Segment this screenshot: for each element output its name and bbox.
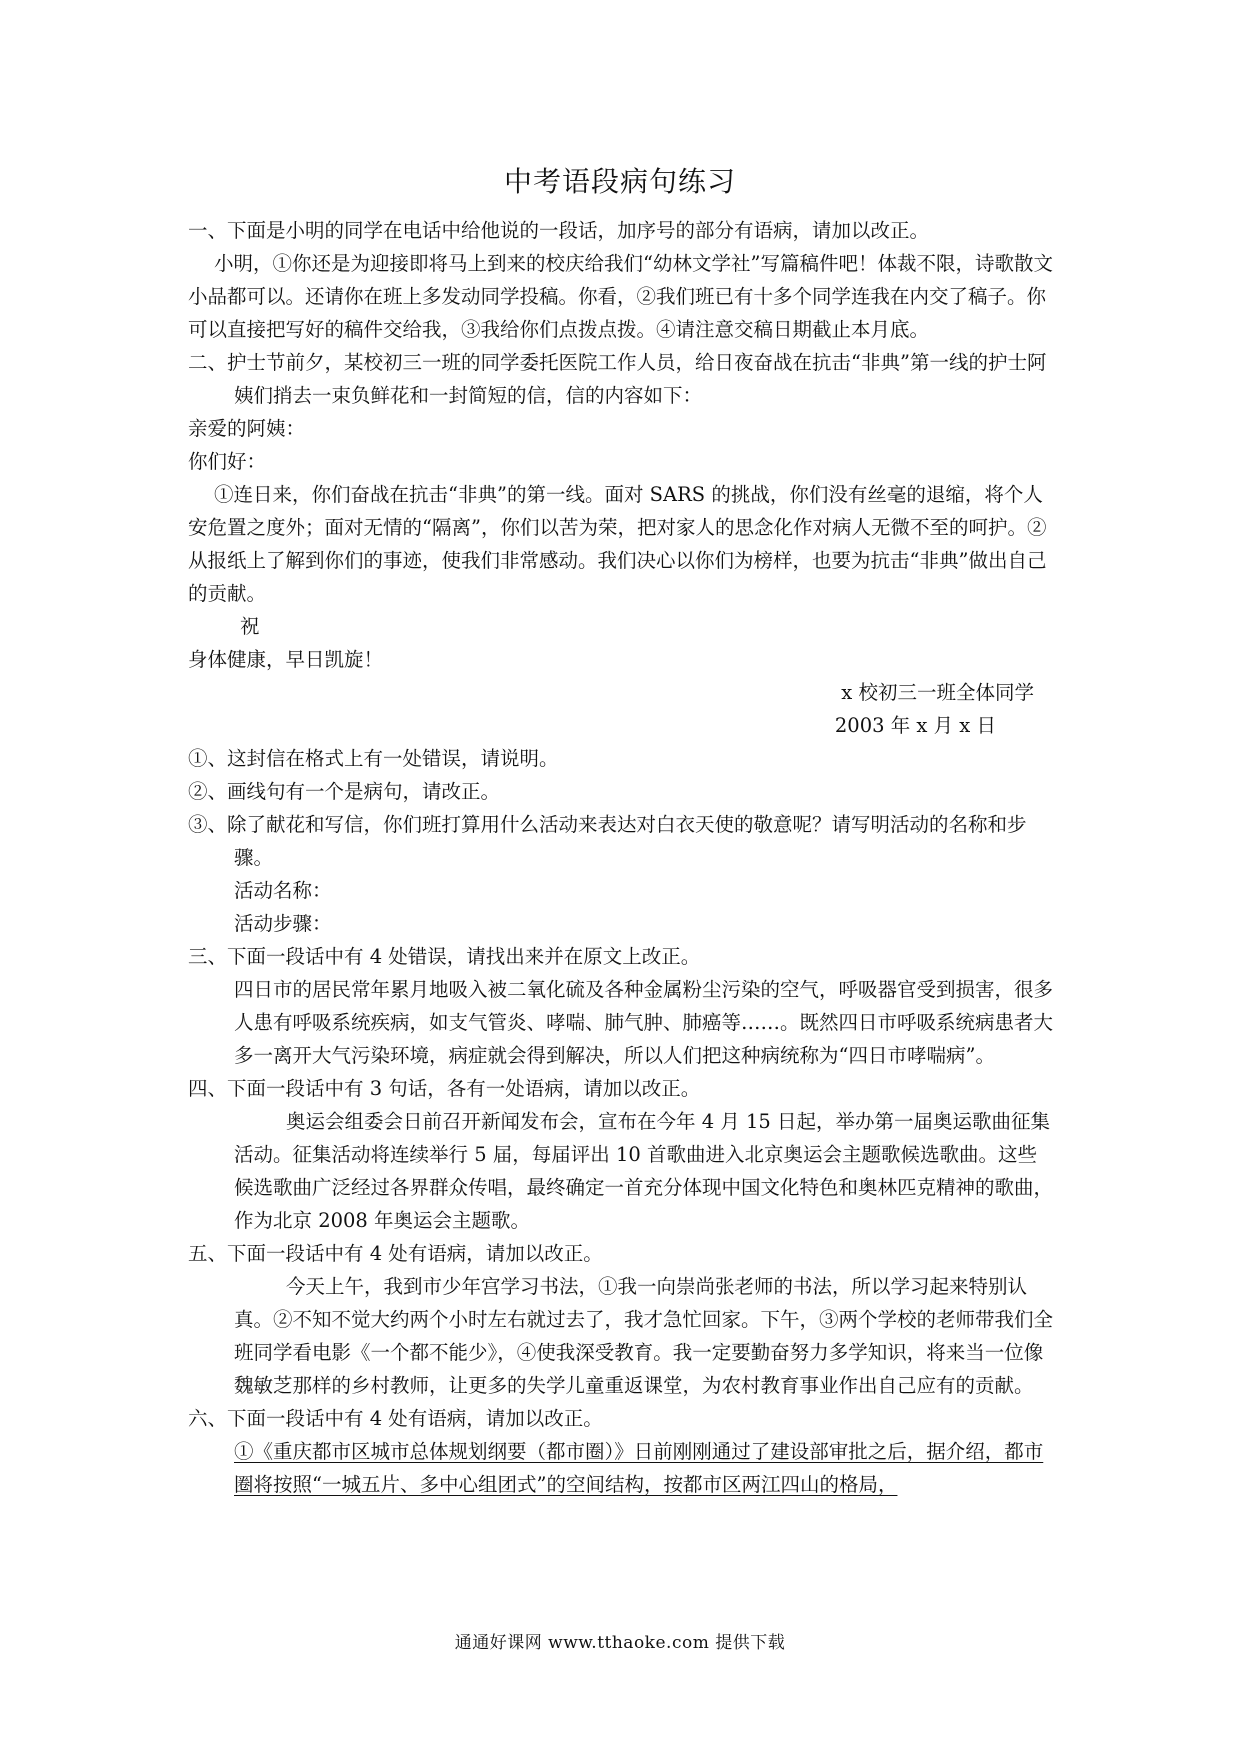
- section-6-heading: 六、下面一段话中有 4 处有语病，请加以改正。: [188, 1407, 603, 1430]
- section-2-heading: 二、护士节前夕，某校初三一班的同学委托医院工作人员，给日夜奋战在抗击“非典”第一线的护士阿姨们捎去一束负鲜花和一封简短的信，信的内容如下：: [188, 351, 1047, 407]
- page-title: 中考语段病句练习: [503, 165, 736, 198]
- section-5-paragraph: 今天上午，我到市少年宫学习书法，①我一向崇尚张老师的书法，所以学习起来特别认真。②不知不觉大约两个小时左右就过去了，我才急忙回家。下午，③两个学校的老师带我们全班同学看电影《一个都不能少》，④使我深受教育。我一定要勤奋努力多学知识，将来当一位像魏敏芝那样的乡村教师，让更多的失学儿童重返课堂，为农村教育事业作出自己应有的贡献。: [234, 1275, 1054, 1397]
- section-3-heading: 三、下面一段话中有 4 处错误，请找出来并在原文上改正。: [188, 945, 701, 968]
- section-4-heading: 四、下面一段话中有 3 句话，各有一处语病，请加以改正。: [188, 1077, 701, 1100]
- letter-date: 2003 年 x 月 x 日: [834, 714, 996, 737]
- letter-wish: 身体健康，早日凯旋！: [188, 648, 384, 671]
- section-4-paragraph: 奥运会组委会日前召开新闻发布会，宣布在今年 4 月 15 日起，举办第一届奥运歌曲征集活动。征集活动将连续举行 5 届，每届评出 10 首歌曲进入北京奥运会主题歌候选歌曲。这些候选歌曲广泛经过各界群众传唱，最终确定一首充分体现中国文化特色和奥林匹克精神的歌曲，作为北京 2008 年奥运会主题歌。: [234, 1110, 1054, 1232]
- section-5-heading: 五、下面一段话中有 4 处有语病，请加以改正。: [188, 1242, 603, 1265]
- letter-body: ①连日来，你们奋战在抗击“非典”的第一线。面对 SARS 的挑战，你们没有丝毫的退缩，将个人安危置之度外；面对无情的“隔离”，你们以苦为荣，把对家人的思念化作对病人无微不至的呵护。②从报纸上了解到你们的事迹，使我们非常感动。我们决心以你们为榜样，也要为抗击“非典”做出自己的贡献。: [188, 483, 1047, 605]
- letter-greeting: 你们好：: [188, 450, 267, 473]
- section-3-paragraph: 四日市的居民常年累月地吸入被二氧化硫及各种金属粉尘污染的空气，呼吸器官受到损害，很多人患有呼吸系统疾病，如支气管炎、哮喘、肺气肿、肺癌等……。既然四日市呼吸系统病患者大多一离开大气污染环境，病症就会得到解决，所以人们把这种病统称为“四日市哮喘病”。: [234, 978, 1054, 1067]
- section-2-question-2: ②、画线句有一个是病句，请改正。: [188, 780, 501, 803]
- section-2-question-1: ①、这封信在格式上有一处错误，请说明。: [188, 747, 559, 770]
- section-1-heading: 一、下面是小明的同学在电话中给他说的一段话，加序号的部分有语病，请加以改正。: [188, 219, 930, 242]
- activity-steps-label: 活动步骤：: [234, 912, 332, 935]
- section-6-paragraph: ①《重庆都市区城市总体规划纲要（都市圈）》日前刚刚通过了建设部审批之后，据介绍，都市圈将按照“一城五片、多中心组团式”的空间结构，按都市区两江四山的格局，: [234, 1440, 1044, 1496]
- section-1-paragraph: 小明，①你还是为迎接即将马上到来的校庆给我们“幼林文学社”写篇稿件吧！体裁不限，诗歌散文小品都可以。还请你在班上多发动同学投稿。你看，②我们班已有十多个同学连我在内交了稿子。你可以直接把写好的稿件交给我，③我给你们点拨点拨。④请注意交稿日期截止本月底。: [188, 252, 1053, 341]
- section-2-question-3: ③、除了献花和写信，你们班打算用什么活动来表达对白衣天使的敬意呢？请写明活动的名称和步骤。: [188, 813, 1027, 869]
- document-body: [188, 214, 1056, 1501]
- page-footer: 通通好课网 www.tthaoke.com 提供下载: [454, 1633, 786, 1653]
- activity-name-label: 活动名称：: [234, 879, 332, 902]
- letter-salutation: 亲爱的阿姨：: [188, 417, 306, 440]
- letter-signature: x 校初三一班全体同学: [841, 681, 1034, 704]
- letter-closing: 祝: [240, 615, 260, 638]
